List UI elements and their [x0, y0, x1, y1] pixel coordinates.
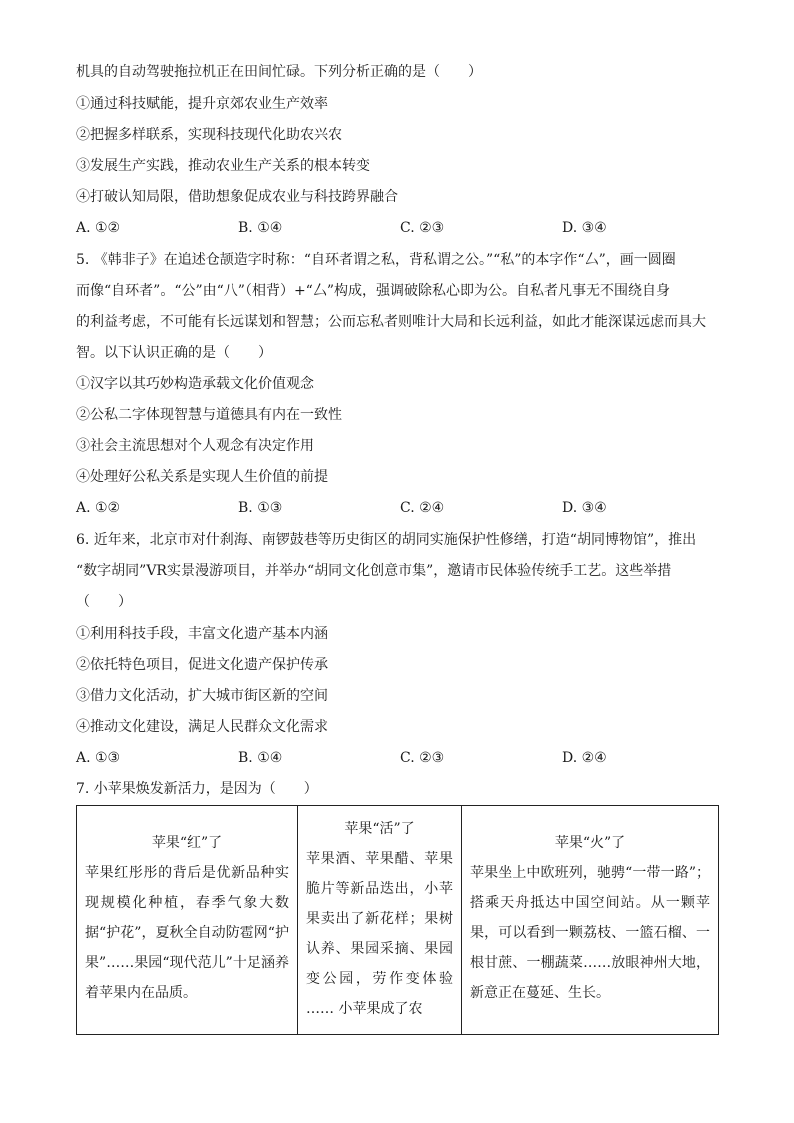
- q4-item-3: ③发展生产实践，推动农业生产关系的根本转变: [76, 158, 370, 174]
- q4-item-4: ④打破认知局限，借助想象促成农业与科技跨界融合: [76, 189, 398, 205]
- q6-options: [76, 748, 716, 768]
- cell-body-red: 苹果红彤彤的背后是优新品种实现规模化种植，春季气象大数据“护花”，夏秋全自动防雹网“护果”……果园“现代范儿”十足涵养着苹果内在品质。: [85, 865, 289, 1001]
- q4-option-d[interactable]: D. ③④: [562, 220, 607, 236]
- q4-options: [76, 218, 716, 238]
- table-cell-hot: [462, 806, 719, 1035]
- table-cell-alive: [298, 806, 462, 1035]
- q5-stem-line-3: 的利益考虑，不可能有长远谋划和智慧；公而忘私者则唯计大局和长远利益，如此才能深谋远虑而具大: [76, 314, 706, 330]
- q5-option-c[interactable]: C. ②④: [400, 500, 445, 516]
- table-cell-red: [77, 806, 298, 1035]
- table-row: [77, 806, 719, 1035]
- q6-item-2: ②依托特色项目，促进文化遗产保护传承: [76, 657, 328, 673]
- q5-option-a[interactable]: A. ①②: [76, 500, 121, 516]
- q4-item-1: ①通过科技赋能，提升京郊农业生产效率: [76, 96, 328, 112]
- q4-option-c[interactable]: C. ②③: [400, 220, 445, 236]
- q6-option-a[interactable]: A. ①③: [76, 750, 121, 766]
- q5-stem-line-4: 智。以下认识正确的是（ ）: [76, 345, 272, 361]
- q5-item-1: ①汉字以其巧妙构造承载文化价值观念: [76, 376, 314, 392]
- q5-option-b[interactable]: B. ①③: [238, 500, 283, 516]
- q5-stem-line-2: 而像“自环者”。“公”由“八”（相背）+“厶”构成，强调破除私心即为公。自私者凡事无不围绕自身: [76, 283, 670, 299]
- q6-option-c[interactable]: C. ②③: [400, 750, 445, 766]
- cell-title-hot: 苹果“火”了: [554, 835, 626, 851]
- q5-item-2: ②公私二字体现智慧与道德具有内在一致性: [76, 407, 342, 423]
- q5-option-d[interactable]: D. ③④: [562, 500, 607, 516]
- q5-stem-line-1: 5. 《韩非子》在追述仓颉造字时称：“自环者谓之私，背私谓之公。”“私”的本字作“厶”，画一圆圈: [76, 252, 676, 268]
- q6-option-d[interactable]: D. ②④: [562, 750, 607, 766]
- q7-material-table: [76, 805, 719, 1035]
- cell-title-red: 苹果“红”了: [151, 835, 223, 851]
- q6-stem-line-1: 6. 近年来，北京市对什刹海、南锣鼓巷等历史街区的胡同实施保护性修缮，打造“胡同博物馆”，推出: [76, 532, 697, 548]
- q6-option-b[interactable]: B. ①④: [238, 750, 283, 766]
- q6-stem-line-3: （ ）: [76, 594, 132, 610]
- cell-body-alive: 苹果酒、苹果醋、苹果脆片等新品迭出，小苹果卖出了新花样；果树认养、果园采摘、果园变公园，劳作变体验 …… 小苹果成了农: [306, 851, 453, 1016]
- q5-options: [76, 498, 716, 518]
- q4-item-2: ②把握多样联系，实现科技现代化助农兴农: [76, 127, 342, 143]
- cell-body-hot: 苹果坐上中欧班列，驰骋“一带一路”；搭乘天舟抵达中国空间站。从一颗苹果，可以看到一颗荔枝、一篮石榴、一根甘蔗、一棚蔬菜……放眼神州大地，新意正在蔓延、生长。: [470, 865, 710, 1001]
- q5-item-4: ④处理好公私关系是实现人生价值的前提: [76, 469, 328, 485]
- q4-option-a[interactable]: A. ①②: [76, 220, 121, 236]
- q6-item-3: ③借力文化活动，扩大城市街区新的空间: [76, 688, 328, 704]
- q6-item-1: ①利用科技手段，丰富文化遗产基本内涵: [76, 626, 328, 642]
- q6-item-4: ④推动文化建设，满足人民群众文化需求: [76, 719, 328, 735]
- q5-item-3: ③社会主流思想对个人观念有决定作用: [76, 438, 314, 454]
- q4-stem-tail: 机具的自动驾驶拖拉机正在田间忙碌。下列分析正确的是（ ）: [76, 64, 482, 80]
- cell-title-alive: 苹果“活”了: [344, 821, 415, 837]
- q7-stem: 7. 小苹果焕发新活力，是因为（ ）: [76, 781, 318, 797]
- q6-stem-line-2: “数字胡同”VR实景漫游项目，并举办“胡同文化创意市集”，邀请市民体验传统手工艺。这些举措: [76, 563, 672, 579]
- q4-option-b[interactable]: B. ①④: [238, 220, 283, 236]
